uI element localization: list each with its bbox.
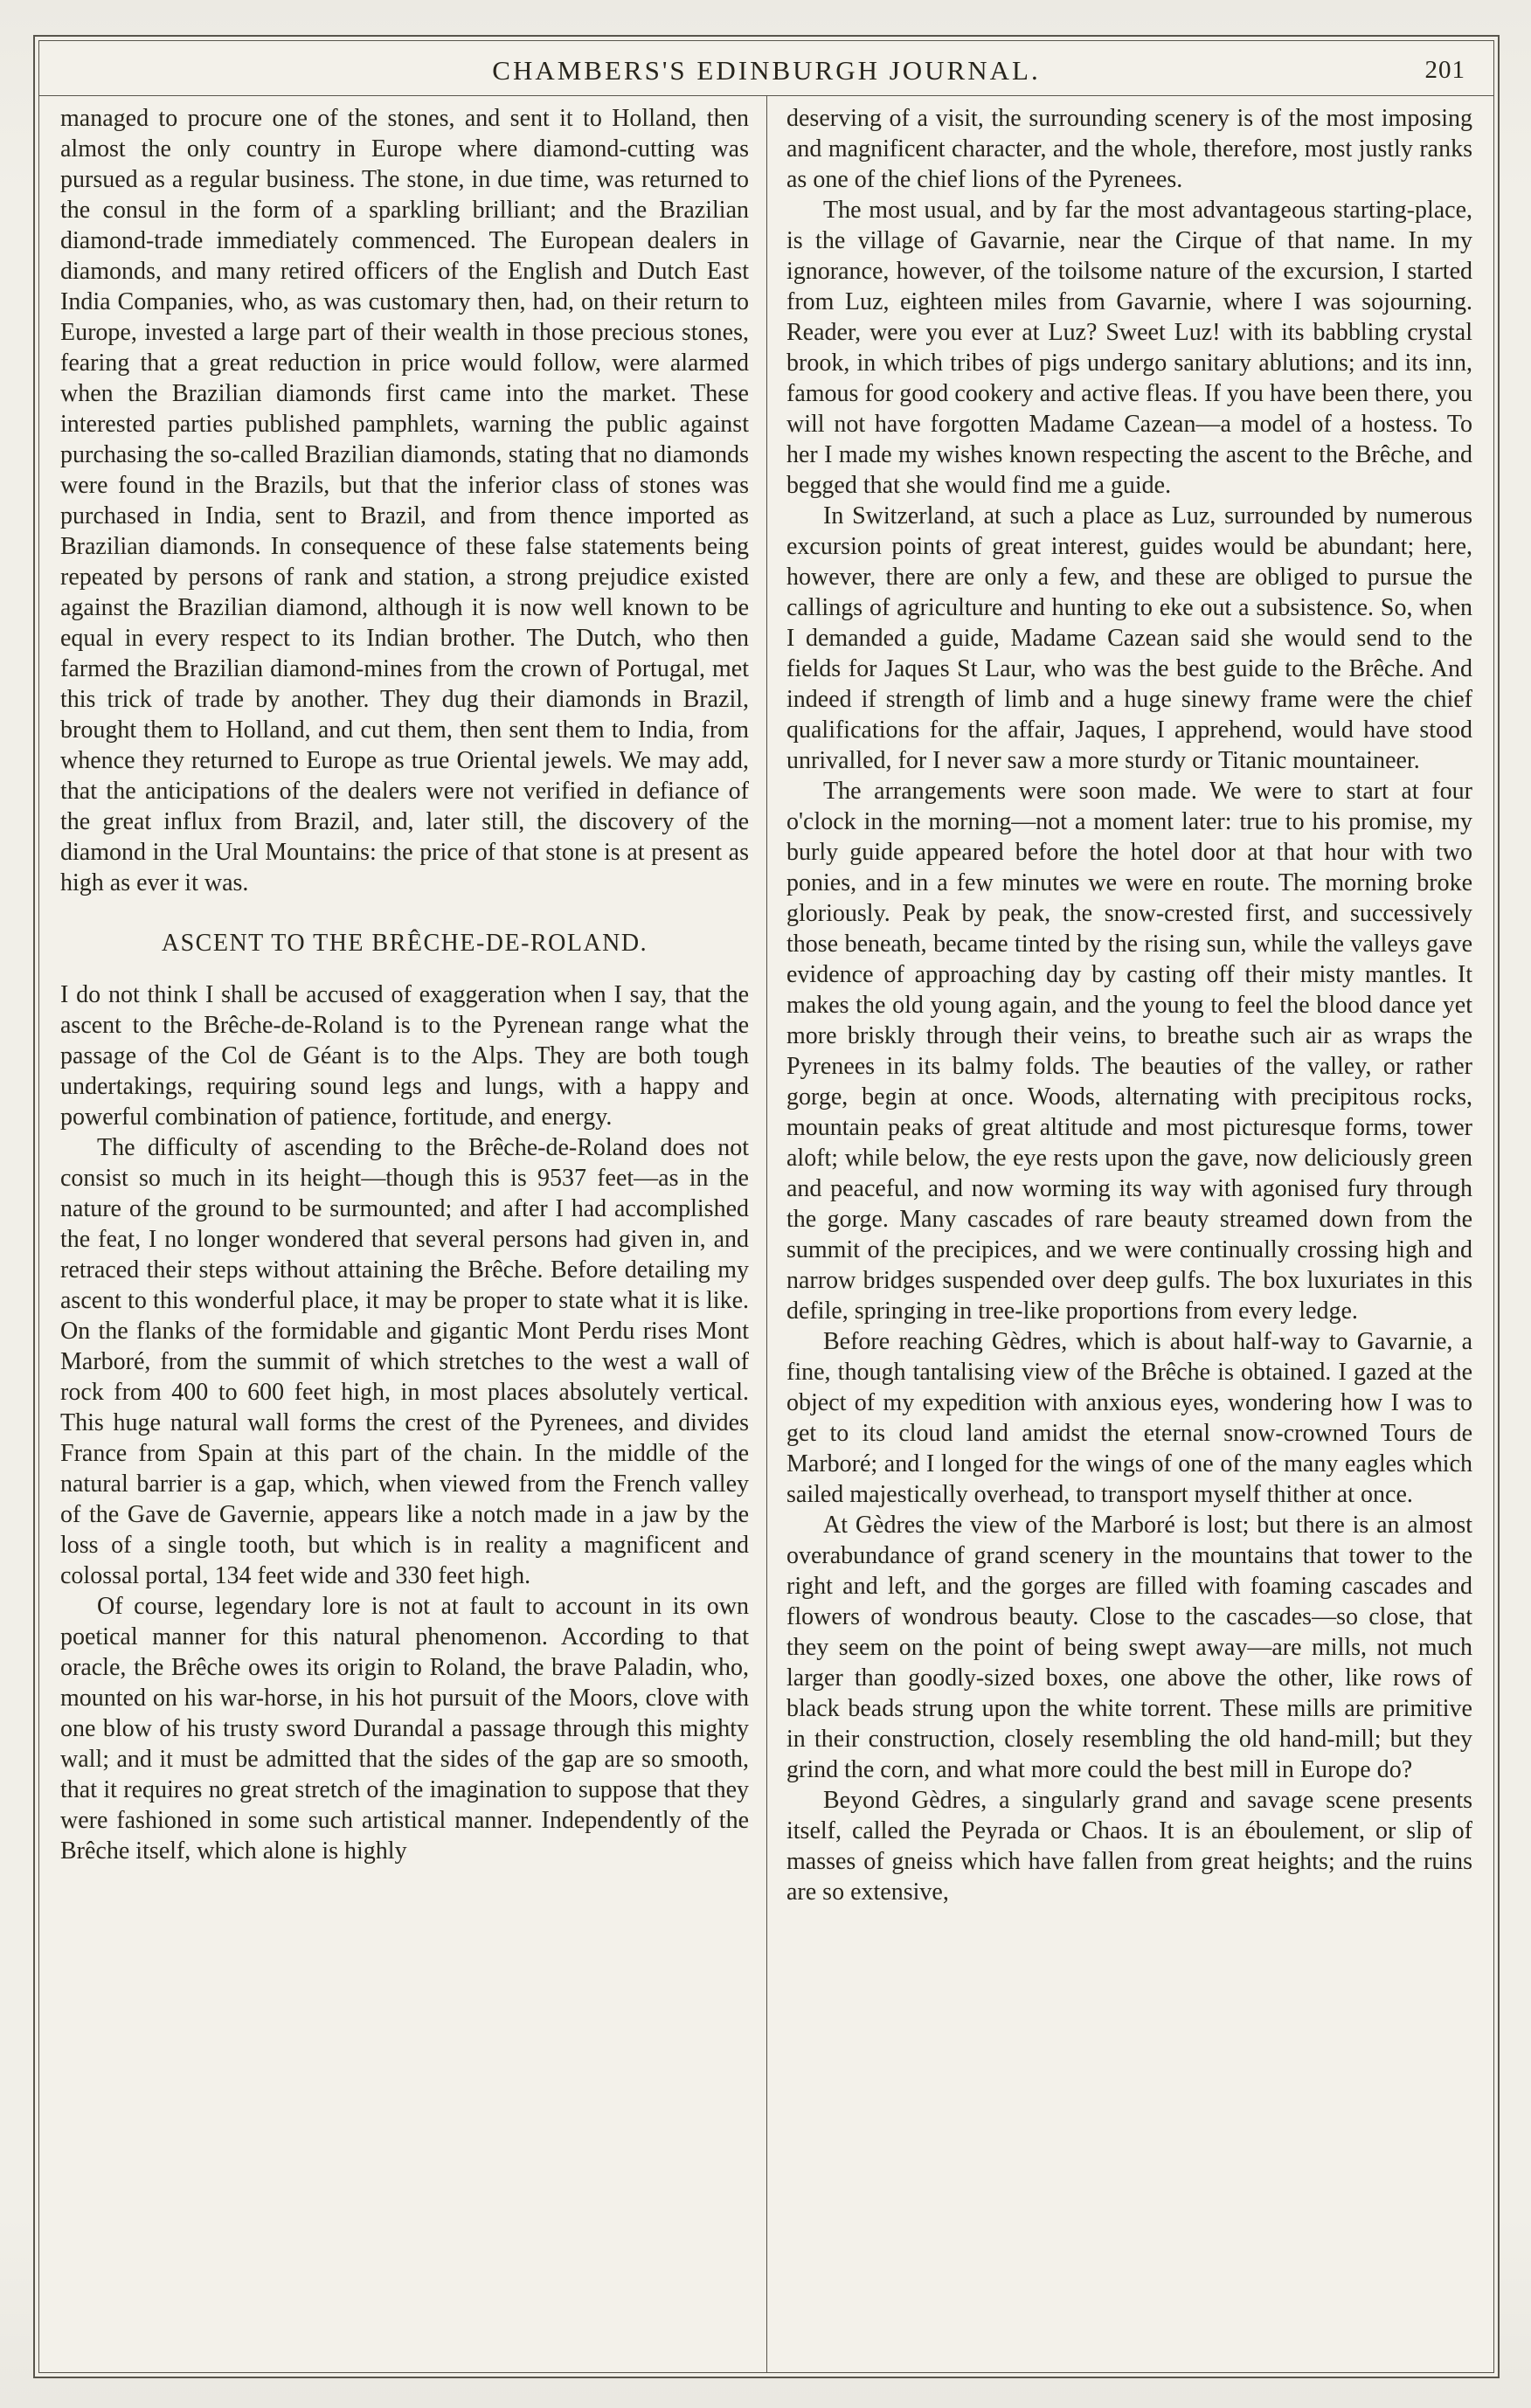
- page-number: 201: [1424, 56, 1465, 84]
- body-paragraph: Beyond Gèdres, a singularly grand and savage scene presents itself, called the Peyrada or Chaos. It is an éboulement, or slip of masses of gneiss which have fallen from great heights; and the ruins are so extensive,: [786, 1787, 1472, 1906]
- body-paragraph: In Switzerland, at such a place as Luz, surrounded by numerous excursion points of great interest, guides would be abundant; here, however, there are only a few, and these are obliged to pursue the callings of agriculture and hunting to eke out a subsistence. So, when I demanded a guide, Madame Cazean said she would send to the fields for Jaques St Laur, who was the best guide to the Brêche. And indeed if strength of limb and a huge sinewy frame were the chief qualifications for the affair, Jaques, I apprehend, would have stood unrivalled, for I never saw a more sturdy or Titanic mountaineer.: [786, 502, 1472, 774]
- body-paragraph: deserving of a visit, the surrounding scenery is of the most imposing and magnificent character, and the whole, therefore, most justly ranks as one of the chief lions of the Pyrenees.: [786, 105, 1472, 193]
- page-border-inner: [38, 40, 1494, 2373]
- body-paragraph: managed to procure one of the stones, and sent it to Holland, then almost the only country in Europe where diamond-cutting was pursued as a regular business. The stone, in due time, was returned to the consul in the form of a sparkling brilliant; and the Brazilian diamond-trade immediately commenced. The European dealers in diamonds, and many retired officers of the English and Dutch East India Companies, who, as was customary then, had, on their return to Europe, invested a large part of their wealth in those precious stones, fearing that a great reduction in price would follow, were alarmed when the Brazilian diamonds first came into the market. These interested parties published pamphlets, warning the public against purchasing the so-called Brazilian diamonds, stating that no diamonds were found in the Brazils, but that the inferior class of stones was purchased in India, sent to Brazil, and from thence imported as Brazilian diamonds. In consequence of these false statements being repeated by persons of rank and station, a strong prejudice existed against the Brazilian diamond, although it is now well known to be equal in every respect to its Indian brother. The Dutch, who then farmed the Brazilian diamond-mines from the crown of Portugal, met this trick of trade by another. They dug their diamonds in Brazil, brought them to Holland, and cut them, then sent them to India, from whence they returned to Europe as true Oriental jewels. We may add, that the anticipations of the dealers were not verified in defiance of the great influx from Brazil, and, later still, the discovery of the diamond in the Ural Mountains: the price of that stone is at present as high as ever it was.: [60, 105, 749, 896]
- body-paragraph: At Gèdres the view of the Marboré is lost; but there is an almost overabundance of grand scenery in the mountains that tower to the right and left, and the gorges are filled with foaming cascades and flowers of wondrous beauty. Close to the cascades—so close, that they seem on the point of being swept away—are mills, not much larger than goodly-sized boxes, one above the other, like rows of black beads strung upon the white torrent. These mills are primitive in their construction, closely resembling the old hand-mill; but they grind the corn, and what more could the best mill in Europe do?: [786, 1512, 1472, 1783]
- page-border-outer: [33, 35, 1500, 2378]
- page-header: [39, 41, 1493, 96]
- right-column: [766, 96, 1493, 2372]
- journal-title: CHAMBERS'S EDINBURGH JOURNAL.: [492, 55, 1041, 86]
- section-heading: ASCENT TO THE BRÊCHE-DE-ROLAND.: [161, 930, 648, 957]
- body-paragraph: Before reaching Gèdres, which is about half-way to Gavarnie, a fine, though tantalising view of the Brêche is obtained. I gazed at the object of my expedition with anxious eyes, wondering how I was to get to its cloud land amidst the eternal snow-crowned Tours de Marboré; and I longed for the wings of one of the many eagles which sailed majestically overhead, to transport myself thither at once.: [786, 1328, 1472, 1508]
- text-columns: [39, 96, 1493, 2372]
- body-paragraph: I do not think I shall be accused of exaggeration when I say, that the ascent to the Brêche-de-Roland is to the Pyrenean range what the passage of the Col de Géant is to the Alps. They are both tough undertakings, requiring sound legs and lungs, with a happy and powerful combination of patience, fortitude, and energy.: [60, 981, 749, 1131]
- left-column: [39, 96, 766, 2372]
- body-paragraph: The most usual, and by far the most advantageous starting-place, is the village of Gavarnie, near the Cirque of that name. In my ignorance, however, of the toilsome nature of the excursion, I started from Luz, eighteen miles from Gavarnie, where I was sojourning. Reader, were you ever at Luz? Sweet Luz! with its babbling crystal brook, in which tribes of pigs undergo sanitary ablutions; and its inn, famous for good cookery and active fleas. If you have been there, you will not have forgotten Madame Cazean—a model of a hostess. To her I made my wishes known respecting the ascent to the Brêche, and begged that she would find me a guide.: [786, 197, 1472, 499]
- body-paragraph: Of course, legendary lore is not at fault to account in its own poetical manner for this natural phenomenon. According to that oracle, the Brêche owes its origin to Roland, the brave Paladin, who, mounted on his war-horse, in his hot pursuit of the Moors, clove with one blow of his trusty sword Durandal a passage through this mighty wall; and it must be admitted that the sides of the gap are so smooth, that it requires no great stretch of the imagination to suppose that they were fashioned in some such artistical manner. Independently of the Brêche itself, which alone is highly: [60, 1593, 749, 1865]
- body-paragraph: The arrangements were soon made. We were to start at four o'clock in the morning—not a moment later: true to his promise, my burly guide appeared before the hotel door at that hour with two ponies, and in a few minutes we were en route. The morning broke gloriously. Peak by peak, the snow-crested first, and successively those beneath, became tinted by the rising sun, while the valleys gave evidence of approaching day by casting off their misty mantles. It makes the old young again, and the young to feel the blood dance yet more briskly through their veins, to breathe such air as wraps the Pyrenees in its balmy folds. The beauties of the valley, or rather gorge, begin at once. Woods, alternating with precipitous rocks, mountain peaks of great altitude and most picturesque forms, tower aloft; while below, the eye rests upon the gave, now deliciously green and peaceful, and now worming its way with agonised fury through the gorge. Many cascades of rare beauty streamed down from the summit of the precipices, and we were continually crossing high and narrow bridges suspended over deep gulfs. The box luxuriates in this defile, springing in tree-like proportions from every ledge.: [786, 778, 1472, 1325]
- body-paragraph: The difficulty of ascending to the Brêche-de-Roland does not consist so much in its height—though this is 9537 feet—as in the nature of the ground to be surmounted; and after I had accomplished the feat, I no longer wondered that several persons had given in, and retraced their steps without attaining the Brêche. Before detailing my ascent to this wonderful place, it may be proper to state what it is like. On the flanks of the formidable and gigantic Mont Perdu rises Mont Marboré, from the summit of which stretches to the west a wall of rock from 400 to 600 feet high, in most places absolutely vertical. This huge natural wall forms the crest of the Pyrenees, and divides France from Spain at this part of the chain. In the middle of the natural barrier is a gap, which, when viewed from the French valley of the Gave de Gavernie, appears like a notch made in a jaw by the loss of a single tooth, but which is in reality a magnificent and colossal portal, 134 feet wide and 330 feet high.: [60, 1134, 749, 1589]
